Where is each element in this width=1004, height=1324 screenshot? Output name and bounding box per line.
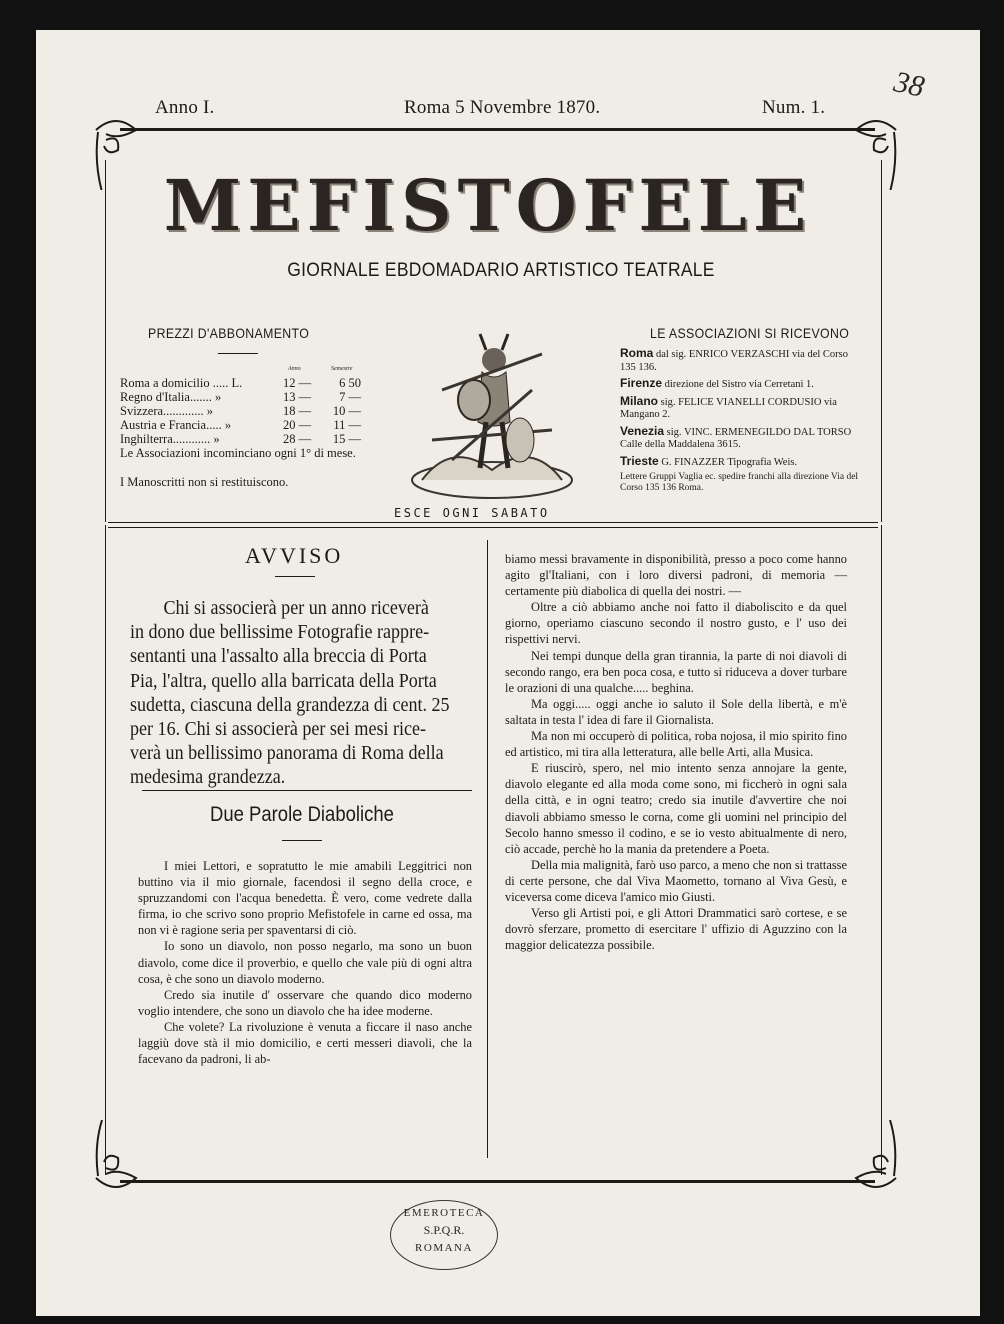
- newspaper-title: MEFISTOFELE: [163, 164, 813, 247]
- paragraph: Verso gli Artisti poi, e gli Attori Drammatici sarò cortese, e se dovrò sferzare, prometto di esercitare l' uffizio di Aguzzino con la maggior delicatezza possibile.: [505, 906, 847, 953]
- table-row: Roma a domicilio ..... L. 12 — 6 50: [120, 376, 361, 390]
- section-rule-top-2: [108, 527, 878, 528]
- avviso-heading: AVVISO: [245, 543, 344, 568]
- prices-heading-underline: [218, 353, 258, 354]
- paragraph: Nei tempi dunque della gran tirannia, la parte di noi diavoli di secondo rango, era ben poca cosa, e tutto si riduceva a dover turbare le orazioni di una qualche..... beghina.: [505, 648, 847, 695]
- article-right-column: [505, 551, 847, 953]
- article-title-underline: [282, 840, 322, 841]
- avviso-line: per 16. Chi si associerà per sei mesi rice-: [130, 718, 427, 741]
- newspaper-subtitle: GIORNALE EBDOMADARIO ARTISTICO TEATRALE: [287, 260, 715, 281]
- prices-note-manuscripts: I Manoscritti non si restituiscono.: [120, 475, 289, 489]
- paragraph: biamo messi bravamente in disponibilità, presso a poco come hanno agito gl'Italiani, con i loro diversi padroni, di memoria — certamente più diabolica di quella dei nostri. —: [505, 552, 847, 599]
- table-row: Regno d'Italia....... » 13 — 7 —: [120, 390, 361, 404]
- avviso-line: in dono due bellissime Fotografie rappre-: [130, 621, 430, 644]
- avviso-line: Pia, l'altra, quello alla barricata della Porta: [130, 669, 437, 692]
- paragraph: Che volete? La rivoluzione è venuta a ficcare il naso anche laggiù dove stà il mio domicilio, e certi messeri diavoli, che la facevano da padroni, li ab-: [138, 1019, 472, 1067]
- paragraph: Ma non mi occuperò di politica, roba nojosa, il mio spirito fino ed artistico, mi tira alla letteratura, alle belle Arti, alla Musica.: [505, 729, 847, 760]
- avviso-line: medesima grandezza.: [130, 766, 286, 789]
- subscriptions-list: [620, 347, 865, 494]
- paragraph: I miei Lettori, e sopratutto le mie amabili Leggitrici non buttino via il mio giornale, facendosi il segno della croce, e spruzzandomi con l'acqua benedetta. È vero, come vedrete dalla firma, io che scrivo sono proprio Mefistofele in carne ed ossa, ma non vi è ragione seria per spaventarsi di ciò.: [138, 859, 472, 938]
- year-label: Anno I.: [155, 97, 215, 118]
- dateline: Roma 5 Novembre 1870.: [404, 97, 601, 118]
- section-rule-top: [108, 522, 878, 523]
- prices-table: [120, 376, 361, 446]
- prices-col-semester: Semestre: [331, 366, 353, 372]
- paragraph: Ma oggi..... oggi anche io saluto il Sole della libertà, e m'è saltata in testa l' idea di fare il Giornalista.: [505, 696, 847, 727]
- avviso-line: verà un bellissimo panorama di Roma della: [130, 742, 444, 765]
- letters-note: Lettere Gruppi Vaglia ec. spedire franchi alla direzione Via del Corso 135 136 Roma.: [620, 472, 859, 493]
- paragraph: Io sono un diavolo, non posso negarlo, ma sono un buon diavolo, come dice il proverbio, e quello che vale più di ogni altra cosa, è che sono un diavolo moderno.: [138, 939, 472, 986]
- paragraph: Oltre a ciò abbiamo anche noi fatto il diaboliscito e da quel giorno, operiamo ciascuno secondo il nostro gusto, e l' uso dei rispettivi nervi.: [505, 600, 847, 647]
- paragraph: Della mia malignità, farò uso parco, a meno che non si trattasse di certe persone, che dal Viva Maometto, tornano al Viva Gesù, e viceversa come diceva l'amico mio Giusti.: [505, 857, 847, 904]
- paragraph: Credo sia inutile d' osservare che quando dico moderno voglio intendere, che sono un diavolo che ha idee moderne.: [138, 987, 472, 1018]
- devil-musician-illustration: [402, 320, 582, 510]
- list-item: Trieste G. FINAZZER Tipografia Weis.: [620, 453, 798, 468]
- esce-label: ESCE OGNI SABATO: [394, 506, 550, 520]
- avviso-body: [130, 596, 478, 790]
- list-item: Roma dal sig. ENRICO VERZASCHI via del Corso 135 136.: [620, 346, 848, 373]
- corner-ornament-bottom-left: [86, 1118, 156, 1198]
- bottom-rule: [120, 1180, 875, 1183]
- top-rule: [120, 128, 875, 131]
- prices-heading: PREZZI D'ABBONAMENTO: [148, 325, 310, 341]
- avviso-underline: [275, 576, 315, 577]
- list-item: Firenze direzione del Sistro via Cerretani 1.: [620, 376, 814, 390]
- stamp-bottom-text: ROMANA: [415, 1242, 473, 1254]
- avviso-line: Chi si associerà per un anno riceverà: [163, 597, 429, 619]
- list-item: Milano sig. FELICE VIANELLI CORDUSIO via Mangano 2.: [620, 393, 837, 420]
- stamp-top-text: EMEROTECA: [403, 1207, 485, 1219]
- prices-note-start: Le Associazioni incominciano ogni 1° di mese.: [120, 446, 356, 460]
- stamp-middle-text: S.P.Q.R.: [423, 1223, 465, 1237]
- table-row: Austria e Francia..... » 20 — 11 —: [120, 418, 361, 432]
- emeroteca-stamp: [390, 1200, 498, 1270]
- column-divider: [487, 540, 488, 1158]
- avviso-line: sudetta, ciascuna della grandezza di cent. 25: [130, 693, 450, 716]
- corner-ornament-bottom-right: [836, 1118, 906, 1198]
- corner-ornament-top-right: [836, 110, 906, 190]
- table-row: Svizzera............. » 18 — 10 —: [120, 404, 361, 418]
- avviso-separator: [142, 790, 472, 791]
- subscriptions-heading: LE ASSOCIAZIONI SI RICEVONO: [650, 325, 850, 341]
- list-item: Venezia sig. VINC. ERMENEGILDO DAL TORSO Calle della Maddalena 3615.: [620, 423, 852, 450]
- table-row: Inghilterra............ » 28 — 15 —: [120, 432, 361, 446]
- prices-col-year: Anno: [288, 366, 301, 372]
- issue-number: Num. 1.: [762, 97, 826, 118]
- page-number: 38: [891, 65, 928, 104]
- article-left-column: [138, 858, 472, 1067]
- avviso-line: sentanti una l'assalto alla breccia di Porta: [130, 645, 427, 668]
- corner-ornament-top-left: [86, 110, 156, 190]
- article-title: Due Parole Diaboliche: [210, 803, 394, 826]
- paragraph: E riuscirò, spero, nel mio intento senza annojare la gente, diavolo elegante ed alla moda come sono, mi ficcherò in ogni sala della città, e in ogni teatro; credo sia inutile d'avvertire che noi diavoli abbiamo smesso le corna, come gli uomini nel principio del Secolo hanno smesso il codino, e se io vesto abitualmente di nero, ciò accade, perchè ho la mania da pretendere a Poeta.: [505, 761, 847, 856]
